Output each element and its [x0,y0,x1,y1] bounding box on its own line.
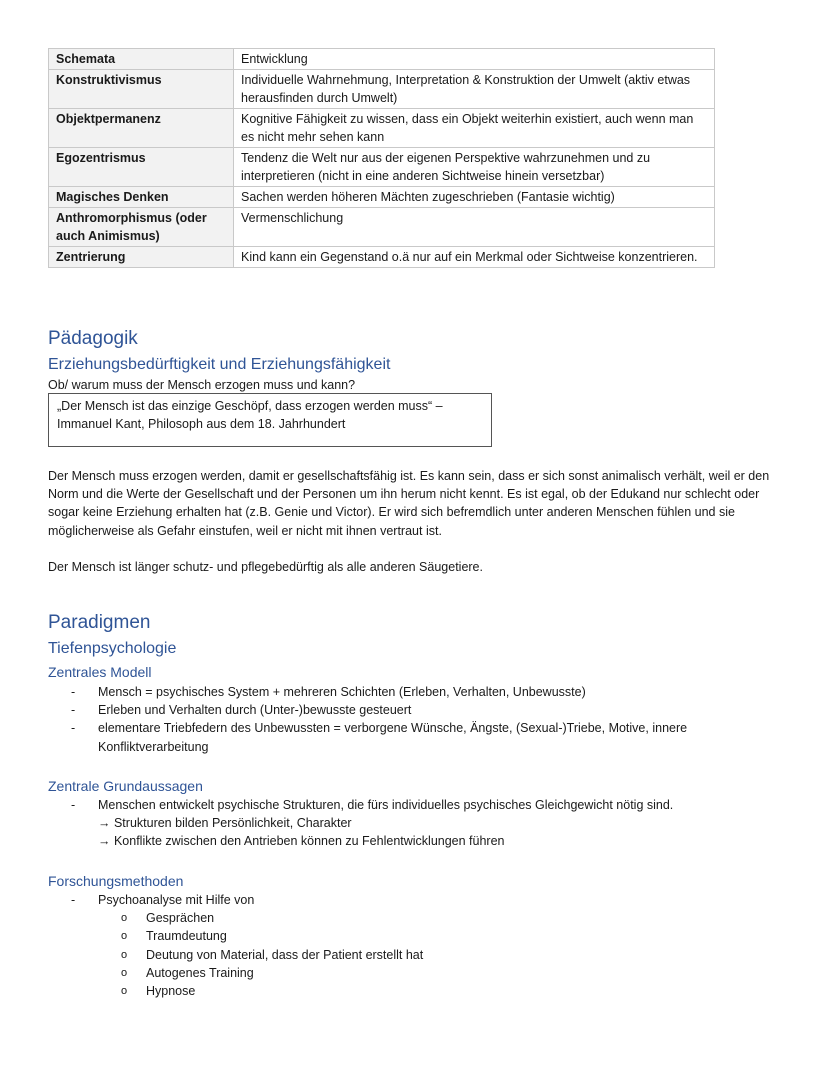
sublist-item [98,946,778,964]
circle-marker: o [121,930,128,943]
quote-line: „Der Mensch ist das einzige Geschöpf, dass erzogen werden muss“ – [57,399,443,413]
quote-box [48,393,492,447]
quote-attribution: Immanuel Kant, Philosoph aus dem 18. Jahrhundert [57,417,346,431]
sublist-item [98,982,778,1000]
circle-marker: o [121,966,128,979]
table-row [49,148,715,187]
paragraph: Der Mensch muss erzogen werden, damit er gesellschaftsfähig ist. Es kann sein, dass er sich sonst animalisch verhält, weil er den Norm und die Werte der Gesellschaft und der Personen um ihn herum nicht kennt. Es ist egal, ob der Edukand nur schlecht oder sogar keine Erziehung erhalten hat (z.B. Genie und Victor). Er wird sich befremdlich unter anderen Menschen fühlen und sie möglicherweise als Gefahr einstufen, weil er nicht mit ihnen vertraut ist. [48,469,770,538]
list-item [48,683,778,701]
sublist-item-text: Gesprächen [146,911,215,926]
arrow-note: → Konflikte zwischen den Antrieben können zu Fehlentwicklungen führen [98,834,505,849]
question-text: Ob/ warum muss der Mensch erzogen muss und kann? [48,378,356,392]
paragraph: Der Mensch ist länger schutz- und pflegebedürftig als alle anderen Säugetiere. [48,560,483,574]
dash-marker: - [71,893,76,907]
definition-cell: Individuelle Wahrnehmung, Interpretation & Konstruktion der Umwelt (aktiv etwas herausfinden durch Umwelt) [234,70,715,109]
heading-grundaussagen: Zentrale Grundaussagen [48,778,203,794]
glossary-table [48,48,715,268]
term-cell: Magisches Denken [49,187,234,208]
table-row [49,187,715,208]
list-item-text: Psychoanalyse mit Hilfe von [98,893,255,907]
list-item-text: Erleben und Verhalten durch (Unter-)bewusste gesteuert [98,703,412,718]
zentrales-modell-list [48,683,778,756]
grundaussagen-list [48,796,778,851]
subheading-erziehung: Erziehungsbedürftigkeit und Erziehungsfähigkeit [48,356,391,373]
sublist-item [98,964,778,982]
dash-marker: - [71,798,76,812]
sublist-item [98,927,778,945]
list-item [48,701,778,719]
term-cell: Objektpermanenz [49,109,234,148]
table-row [49,109,715,148]
definition-cell: Entwicklung [234,49,715,70]
term-cell: Anthromorphismus (oder auch Animismus) [49,208,234,247]
circle-marker: o [121,948,128,961]
circle-marker: o [121,912,128,925]
heading-forschungsmethoden: Forschungsmethoden [48,873,184,889]
sublist-item [98,909,778,927]
term-cell: Konstruktivismus [49,70,234,109]
definition-cell: Kognitive Fähigkeit zu wissen, dass ein Objekt weiterhin existiert, auch wenn man es nicht mehr sehen kann [234,109,715,148]
dash-marker: - [71,703,76,718]
list-item-text: elementare Triebfedern des Unbewussten = verborgene Wünsche, Ängste, (Sexual-)Triebe, Motive, innere Konfliktverarbeitung [98,721,688,754]
list-item-text: Menschen entwickelt psychische Strukturen, die fürs individuelles psychisches Gleichgewicht nötig sind. [98,798,674,812]
table-row [49,247,715,268]
list-item [48,719,778,755]
table-row [49,49,715,70]
sublist-item-text: Traumdeutung [146,929,227,944]
dash-marker: - [71,685,76,699]
sublist-item-text: Deutung von Material, dass der Patient erstellt hat [146,947,424,962]
dash-marker: - [71,721,76,736]
term-cell: Schemata [49,49,234,70]
definition-cell: Kind kann ein Gegenstand o.ä nur auf ein Merkmal oder Sichtweise konzentrieren. [234,247,715,268]
table-row [49,70,715,109]
circle-marker: o [121,985,128,998]
arrow-note: → Strukturen bilden Persönlichkeit, Charakter [98,816,352,831]
definition-cell: Tendenz die Welt nur aus der eigenen Perspektive wahrzunehmen und zu interpretieren (nicht in eine anderen Sichtweise hinein versetzbar) [234,148,715,187]
forschungsmethoden-list [48,891,778,1000]
list-item [48,796,778,851]
sublist-item-text: Autogenes Training [146,965,254,980]
term-cell: Egozentrismus [49,148,234,187]
list-item [48,891,778,1000]
definition-cell: Sachen werden höheren Mächten zugeschrieben (Fantasie wichtig) [234,187,715,208]
list-item-text: Mensch = psychisches System + mehreren Schichten (Erleben, Verhalten, Unbewusste) [98,685,586,699]
sublist-item-text: Hypnose [146,984,196,999]
methods-sublist [98,909,778,1000]
heading-paedagogik: Pädagogik [48,328,138,349]
definition-cell: Vermenschlichung [234,208,715,247]
subheading-tiefenpsychologie: Tiefenpsychologie [48,640,177,657]
term-cell: Zentrierung [49,247,234,268]
heading-paradigmen: Paradigmen [48,612,151,633]
table-row [49,208,715,247]
heading-zentrales-modell: Zentrales Modell [48,664,152,680]
